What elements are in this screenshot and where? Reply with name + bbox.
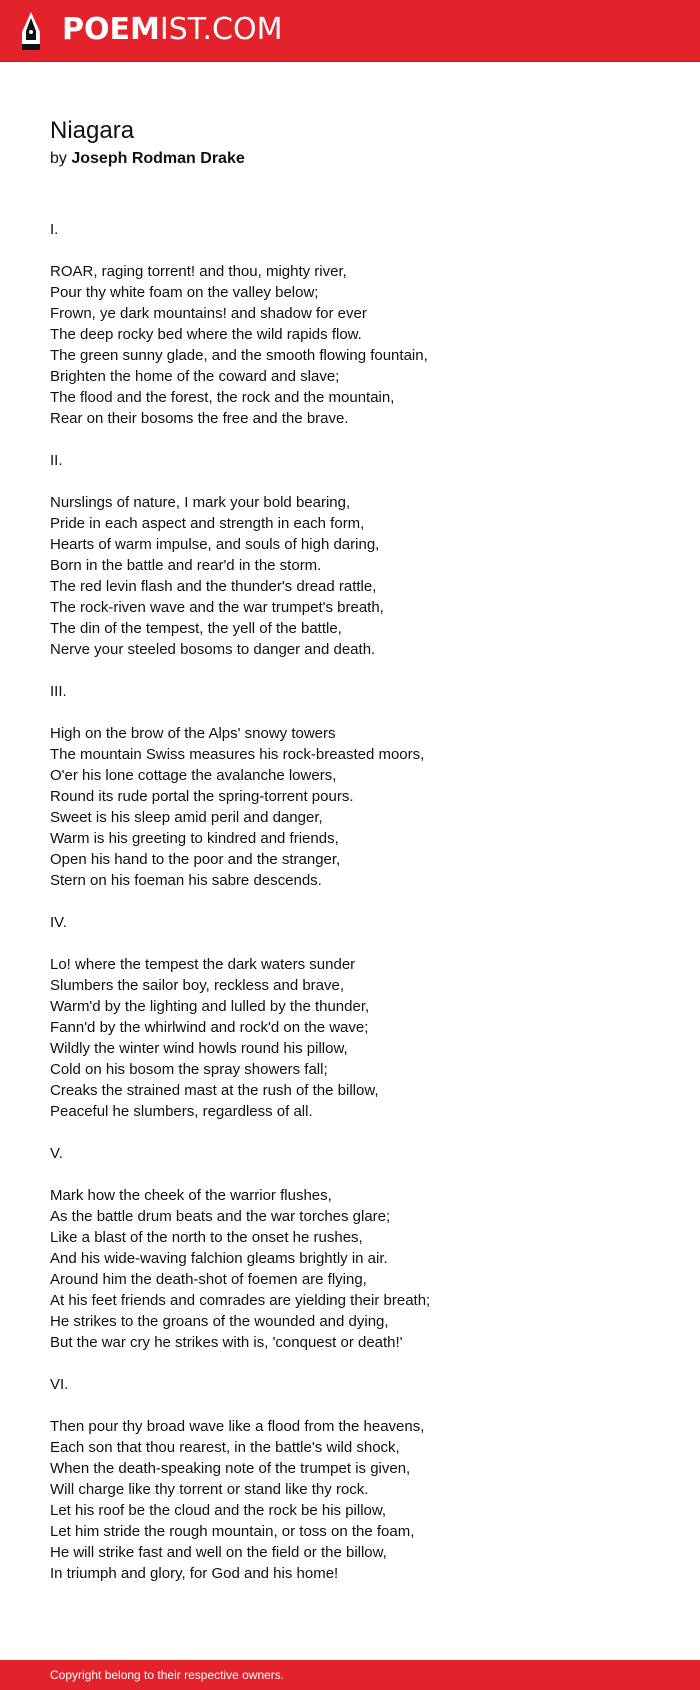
- poem-line: Creaks the strained mast at the rush of the billow,: [50, 1082, 379, 1099]
- stanza-gap: [50, 471, 650, 492]
- poem-body: [50, 219, 650, 1584]
- poem-line: Stern on his foeman his sabre descends.: [50, 872, 322, 889]
- poem-line: Rear on their bosoms the free and the brave.: [50, 410, 349, 427]
- stanza-gap: [50, 1395, 650, 1416]
- poem-line: Let him stride the rough mountain, or toss on the foam,: [50, 1523, 415, 1540]
- poem-line: I.: [50, 221, 59, 238]
- poem-line: The flood and the forest, the rock and the mountain,: [50, 389, 395, 406]
- poem-line: Cold on his bosom the spray showers fall;: [50, 1061, 328, 1078]
- poem-line: II.: [50, 452, 63, 469]
- stanza-gap: [50, 429, 650, 450]
- poem-line: Frown, ye dark mountains! and shadow for ever: [50, 305, 367, 322]
- poem-line: Fann'd by the whirlwind and rock'd on the wave;: [50, 1019, 369, 1036]
- poem-line: Nerve your steeled bosoms to danger and death.: [50, 641, 376, 658]
- poem-line: Nurslings of nature, I mark your bold bearing,: [50, 494, 351, 511]
- poem-line: Mark how the cheek of the warrior flushes,: [50, 1187, 332, 1204]
- poem-line: Let his roof be the cloud and the rock be his pillow,: [50, 1502, 387, 1519]
- poem-line: Open his hand to the poor and the stranger,: [50, 851, 341, 868]
- poem-line: Slumbers the sailor boy, reckless and brave,: [50, 977, 345, 994]
- poem-line: Born in the battle and rear'd in the storm.: [50, 557, 322, 574]
- pen-nib-icon[interactable]: [18, 10, 44, 52]
- poem-line: High on the brow of the Alps' snowy towers: [50, 725, 336, 742]
- poem-line: Lo! where the tempest the dark waters sunder: [50, 956, 356, 973]
- poem-line: But the war cry he strikes with is, 'conquest or death!': [50, 1334, 403, 1351]
- poem-line: V.: [50, 1145, 63, 1162]
- copyright-text: Copyright belong to their respective owners.: [50, 1668, 285, 1682]
- poem-line: Round its rude portal the spring-torrent pours.: [50, 788, 354, 805]
- logo-text-bold: POEM: [62, 12, 160, 47]
- poem-line: III.: [50, 683, 67, 700]
- poem-line: Wildly the winter wind howls round his pillow,: [50, 1040, 348, 1057]
- stanza-gap: [50, 933, 650, 954]
- site-logo[interactable]: [62, 11, 282, 49]
- stanza-gap: [50, 1353, 650, 1374]
- stanza-gap: [50, 702, 650, 723]
- poem-line: He will strike fast and well on the field or the billow,: [50, 1544, 387, 1561]
- poem-line: Each son that thou rearest, in the battle's wild shock,: [50, 1439, 400, 1456]
- by-label: by: [50, 150, 67, 167]
- site-footer: [0, 1660, 700, 1690]
- poem-line: He strikes to the groans of the wounded and dying,: [50, 1313, 389, 1330]
- poem-line: Around him the death-shot of foemen are flying,: [50, 1271, 367, 1288]
- poem-line: The red levin flash and the thunder's dread rattle,: [50, 578, 377, 595]
- byline: [50, 148, 245, 170]
- poem-line: Pride in each aspect and strength in each form,: [50, 515, 365, 532]
- poem-line: The deep rocky bed where the wild rapids flow.: [50, 326, 362, 343]
- poem-line: The din of the tempest, the yell of the battle,: [50, 620, 342, 637]
- stanza-gap: [50, 240, 650, 261]
- poem-line: ROAR, raging torrent! and thou, mighty river,: [50, 263, 347, 280]
- poem-line: In triumph and glory, for God and his home!: [50, 1565, 339, 1582]
- poem-line: The rock-riven wave and the war trumpet's breath,: [50, 599, 384, 616]
- stanza-gap: [50, 1164, 650, 1185]
- poem-title: Niagara: [50, 117, 135, 144]
- logo-text-light: IST.COM: [159, 12, 283, 47]
- poem-line: Warm'd by the lighting and lulled by the thunder,: [50, 998, 370, 1015]
- stanza-gap: [50, 891, 650, 912]
- poem-line: Like a blast of the north to the onset he rushes,: [50, 1229, 363, 1246]
- poem-line: VI.: [50, 1376, 69, 1393]
- poem-line: Then pour thy broad wave like a flood from the heavens,: [50, 1418, 425, 1435]
- site-header: [0, 0, 700, 62]
- poem-line: Pour thy white foam on the valley below;: [50, 284, 319, 301]
- poem-line: Will charge like thy torrent or stand like thy rock.: [50, 1481, 369, 1498]
- poem-line: When the death-speaking note of the trumpet is given,: [50, 1460, 411, 1477]
- poem-line: The mountain Swiss measures his rock-breasted moors,: [50, 746, 425, 763]
- poem-line: IV.: [50, 914, 67, 931]
- poem-line: And his wide-waving falchion gleams brightly in air.: [50, 1250, 388, 1267]
- stanza-gap: [50, 1122, 650, 1143]
- poem-line: Brighten the home of the coward and slave;: [50, 368, 340, 385]
- stanza-gap: [50, 660, 650, 681]
- poem-line: The green sunny glade, and the smooth flowing fountain,: [50, 347, 428, 364]
- poem-line: O'er his lone cottage the avalanche lowers,: [50, 767, 337, 784]
- poem-line: Warm is his greeting to kindred and friends,: [50, 830, 339, 847]
- poem-author: Joseph Rodman Drake: [71, 150, 245, 167]
- poem-line: Hearts of warm impulse, and souls of high daring,: [50, 536, 380, 553]
- poem-line: At his feet friends and comrades are yielding their breath;: [50, 1292, 431, 1309]
- poem-line: Peaceful he slumbers, regardless of all.: [50, 1103, 313, 1120]
- poem-line: As the battle drum beats and the war torches glare;: [50, 1208, 391, 1225]
- poem-line: Sweet is his sleep amid peril and danger,: [50, 809, 323, 826]
